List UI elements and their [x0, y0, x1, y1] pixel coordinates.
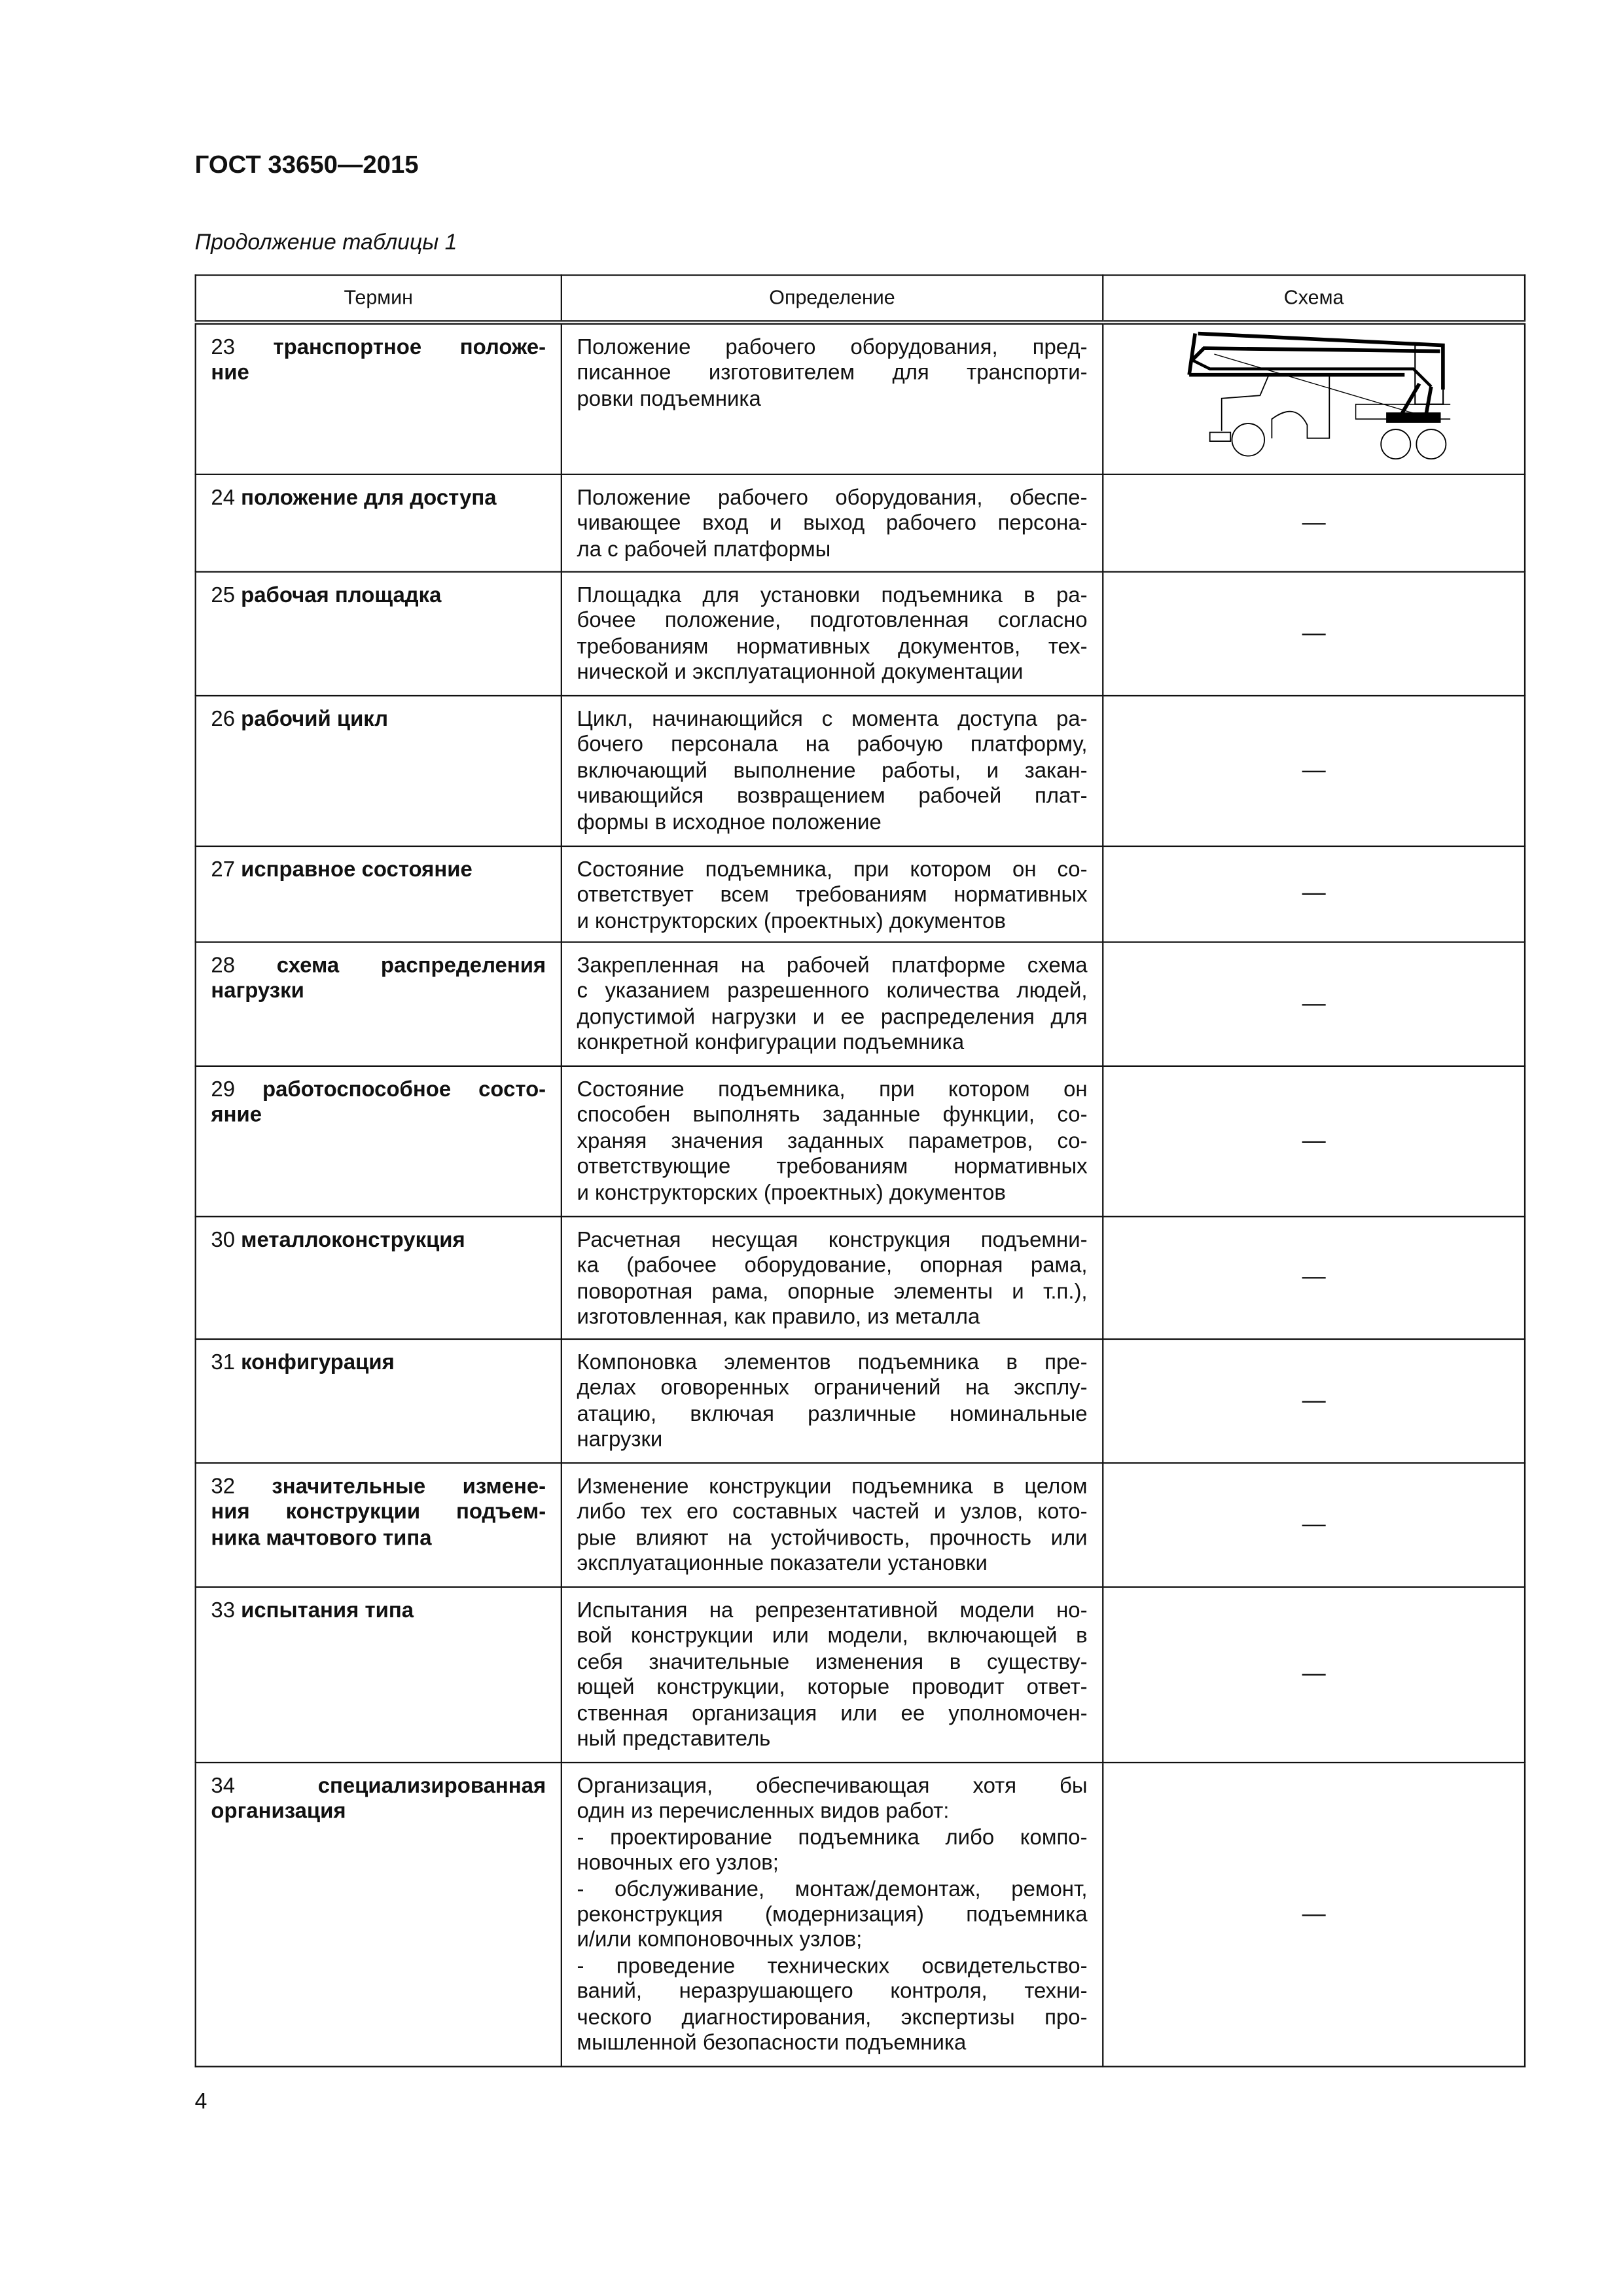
definition-line: поворотная рама, опорные элементы и т.п.),: [577, 1280, 1088, 1304]
definition-line: Положение рабочего оборудования, обеспе-: [577, 486, 1088, 511]
scheme-cell: [1103, 1066, 1525, 1217]
scheme-dash: —: [1302, 1128, 1326, 1154]
definition-line: Компоновка элементов подъемника в пре-: [577, 1352, 1088, 1376]
definition-line: конкретной конфигурации подъемника: [577, 1031, 965, 1056]
definition-line: себя значительные изменения в существу-: [577, 1651, 1088, 1675]
term-number: 27: [211, 859, 235, 883]
definition-line: ваний, неразрушающего контроля, техни-: [577, 1981, 1088, 2005]
table-row: [196, 572, 1525, 696]
term-cell: [196, 696, 562, 846]
scheme-cell: [1103, 1217, 1525, 1339]
term-number: 34: [211, 1775, 235, 1799]
definition-line: способен выполнять заданные функции, со-: [577, 1104, 1088, 1128]
term-line: [211, 980, 546, 1006]
definition-line: Организация, обеспечивающая хотя бы: [577, 1775, 1088, 1799]
definition-cell: [562, 323, 1103, 475]
definition-line: мышленной безопасности подъемника: [577, 2032, 967, 2056]
column-header-term: Термин: [196, 275, 562, 322]
scheme-dash: —: [1302, 1512, 1326, 1537]
definition-line: чивающийся возвращением рабочей плат-: [577, 785, 1088, 809]
definition-line: реконструкция (модернизация) подъемника: [577, 1903, 1088, 1928]
term-number: 25: [211, 584, 235, 608]
term-name: транспортное положе-: [273, 336, 546, 361]
term-name: положение для доступа: [241, 486, 497, 511]
definition-line: Закрепленная на рабочей платформе схема: [577, 954, 1088, 978]
term-line: [211, 1104, 546, 1130]
definition-cell: [562, 1066, 1103, 1217]
term-cell: [196, 323, 562, 475]
term-cell: [196, 1463, 562, 1587]
definition-line: Площадка для установки подъемника в ра-: [577, 584, 1088, 608]
terms-table: [195, 274, 1526, 2067]
term-number: 28: [211, 954, 235, 978]
table-row: [196, 475, 1525, 572]
definition-line: с указанием разрешенного количества людей,: [577, 980, 1088, 1004]
aerial-platform-truck-drawing: [1177, 328, 1450, 463]
scheme-cell: [1103, 846, 1525, 942]
definition-line: рые влияют на устойчивость, прочность или: [577, 1526, 1088, 1551]
table-row: [196, 1463, 1525, 1587]
scheme-dash: —: [1302, 510, 1326, 535]
term-name: ника мачтового типа: [211, 1526, 432, 1551]
definition-line: ственная организация или ее уполномочен-: [577, 1702, 1088, 1726]
term-number: 26: [211, 708, 235, 732]
definition-line: делах оговоренных ограничений на эксплу-: [577, 1377, 1088, 1401]
table-row: [196, 1763, 1525, 2066]
term-name: организация: [211, 1801, 346, 1825]
definition-cell: [562, 1463, 1103, 1587]
term-cell: [196, 475, 562, 572]
term-number: 29: [211, 1079, 235, 1103]
scheme-dash: —: [1302, 1388, 1326, 1414]
term-number: 33: [211, 1599, 235, 1623]
term-line: [211, 1501, 546, 1527]
definition-line: чивающее вход и выход рабочего персона-: [577, 512, 1088, 537]
term-name: нагрузки: [211, 980, 304, 1004]
definition-line: Состояние подъемника, при котором он: [577, 1079, 1088, 1103]
table-row: [196, 846, 1525, 942]
definition-line: атацию, включая различные номинальные: [577, 1403, 1088, 1427]
definition-line: - обслуживание, монтаж/демонтаж, ремонт,: [577, 1878, 1088, 1902]
definition-line: нической и эксплуатационной документации: [577, 661, 1024, 685]
term-number: 31: [211, 1352, 235, 1376]
definition-line: ющей конструкции, которые проводит ответ-: [577, 1676, 1088, 1700]
table-row: [196, 323, 1525, 475]
definition-line: и конструкторских (проектных) документов: [577, 1181, 1006, 1206]
term-cell: [196, 846, 562, 942]
column-header-definition: Определение: [562, 275, 1103, 322]
scheme-dash: —: [1302, 881, 1326, 906]
term-name: ние: [211, 362, 249, 386]
term-name: работоспособное состо-: [262, 1079, 546, 1103]
term-cell: [196, 1066, 562, 1217]
scheme-cell: [1103, 1587, 1525, 1763]
table-row: [196, 1339, 1525, 1463]
definition-line: Испытания на репрезентативной модели но-: [577, 1599, 1088, 1623]
definition-line: ла с рабочей платформы: [577, 538, 831, 562]
term-name: металлоконструкция: [241, 1229, 465, 1253]
page-number: 4: [194, 2089, 207, 2115]
definition-line: один из перечисленных видов работ:: [577, 1801, 950, 1825]
definition-line: требованиям нормативных документов, тех-: [577, 636, 1088, 660]
table-row: [196, 1217, 1525, 1339]
definition-line: бочее положение, подготовленная согласно: [577, 610, 1088, 634]
term-number: 23: [211, 336, 235, 361]
term-line: [211, 1079, 546, 1104]
term-line: [211, 1527, 546, 1552]
definition-line: ответствующие требованиям нормативных: [577, 1155, 1088, 1179]
term-name: схема распределения: [276, 954, 546, 978]
table-row: [196, 942, 1525, 1066]
definition-line: новочных его узлов;: [577, 1852, 779, 1876]
term-name: рабочий цикл: [241, 708, 389, 732]
term-name: конфигурация: [241, 1352, 395, 1376]
term-cell: [196, 1339, 562, 1463]
term-cell: [196, 1763, 562, 2066]
definition-line: ответствует всем требованиям нормативных: [577, 884, 1088, 908]
term-line: [211, 1476, 546, 1501]
definition-line: - проведение технических освидетельство-: [577, 1954, 1088, 1979]
term-number: 30: [211, 1229, 235, 1253]
definition-cell: [562, 1339, 1103, 1463]
definition-line: изготовленная, как правило, из металла: [577, 1306, 980, 1330]
definition-line: Изменение конструкции подъемника в целом: [577, 1475, 1088, 1499]
definition-line: ный представитель: [577, 1728, 771, 1752]
term-line: [211, 584, 546, 610]
definition-cell: [562, 846, 1103, 942]
term-line: [211, 708, 546, 734]
term-cell: [196, 572, 562, 696]
term-line: [211, 1775, 546, 1801]
scheme-dash: —: [1302, 1662, 1326, 1687]
term-number: 32: [211, 1475, 235, 1499]
definition-cell: [562, 942, 1103, 1066]
definition-cell: [562, 1217, 1103, 1339]
term-name: исправное состояние: [241, 859, 473, 883]
definition-cell: [562, 1587, 1103, 1763]
term-line: [211, 955, 546, 980]
scheme-cell: [1103, 1463, 1525, 1587]
term-line: [211, 336, 546, 362]
definition-cell: [562, 475, 1103, 572]
definition-line: либо тех его составных частей и узлов, кото-: [577, 1501, 1088, 1525]
definition-cell: [562, 1763, 1103, 2066]
scheme-cell: [1103, 323, 1525, 475]
term-name: яние: [211, 1104, 262, 1128]
definition-line: включающий выполнение работы, и закан-: [577, 759, 1088, 783]
term-cell: [196, 942, 562, 1066]
definition-line: бочего персонала на рабочую платформу,: [577, 734, 1088, 758]
definition-line: и/или компоновочных узлов;: [577, 1929, 863, 1953]
term-cell: [196, 1587, 562, 1763]
definition-cell: [562, 572, 1103, 696]
definition-line: ческого диагностирования, экспертизы про-: [577, 2006, 1088, 2030]
term-name: специализированная: [317, 1775, 546, 1799]
column-header-scheme: Схема: [1103, 275, 1525, 322]
definition-line: писанное изготовителем для транспорти-: [577, 362, 1088, 386]
scheme-cell: [1103, 942, 1525, 1066]
term-line: [211, 1229, 546, 1255]
term-line: [211, 1352, 546, 1377]
term-line: [211, 1600, 546, 1625]
table-caption: Продолжение таблицы 1: [194, 230, 457, 256]
document-code: ГОСТ 33650—2015: [194, 150, 419, 179]
definition-line: Состояние подъемника, при котором он со-: [577, 859, 1088, 883]
definition-cell: [562, 696, 1103, 846]
term-cell: [196, 1217, 562, 1339]
definition-line: формы в исходное положение: [577, 811, 882, 835]
definition-line: Положение рабочего оборудования, пред-: [577, 336, 1088, 361]
term-name: испытания типа: [241, 1599, 414, 1623]
definition-line: храняя значения заданных параметров, со-: [577, 1130, 1088, 1154]
definition-line: и конструкторских (проектных) документов: [577, 910, 1006, 934]
definition-line: вой конструкции или модели, включающей в: [577, 1625, 1088, 1649]
scheme-dash: —: [1302, 991, 1326, 1016]
scheme-dash: —: [1302, 1901, 1326, 1927]
definition-line: Цикл, начинающийся с момента доступа ра-: [577, 708, 1088, 732]
scheme-cell: [1103, 1339, 1525, 1463]
term-name: значительные измене-: [272, 1475, 546, 1499]
definition-line: Расчетная несущая конструкция подъемни-: [577, 1229, 1088, 1253]
table-header-row: [196, 275, 1525, 322]
scheme-dash: —: [1302, 1265, 1326, 1291]
scheme-cell: [1103, 475, 1525, 572]
term-line: [211, 487, 546, 512]
definition-line: допустимой нагрузки и ее распределения для: [577, 1006, 1088, 1030]
definition-line: ка (рабочее оборудование, опорная рама,: [577, 1255, 1088, 1279]
scheme-cell: [1103, 696, 1525, 846]
term-name: рабочая площадка: [241, 584, 442, 608]
term-name: ния конструкции подъем-: [211, 1501, 546, 1525]
table-row: [196, 1587, 1525, 1763]
term-number: 24: [211, 486, 235, 511]
scheme-dash: —: [1302, 758, 1326, 783]
term-line: [211, 1801, 546, 1826]
term-line: [211, 362, 546, 387]
definition-line: нагрузки: [577, 1428, 663, 1452]
scheme-dash: —: [1302, 620, 1326, 647]
term-line: [211, 859, 546, 884]
definition-line: - проектирование подъемника либо компо-: [577, 1826, 1088, 1850]
scheme-cell: [1103, 572, 1525, 696]
definition-line: ровки подъемника: [577, 387, 761, 412]
table-row: [196, 1066, 1525, 1217]
table-row: [196, 696, 1525, 846]
scheme-cell: [1103, 1763, 1525, 2066]
definition-line: эксплуатационные показатели установки: [577, 1552, 988, 1577]
